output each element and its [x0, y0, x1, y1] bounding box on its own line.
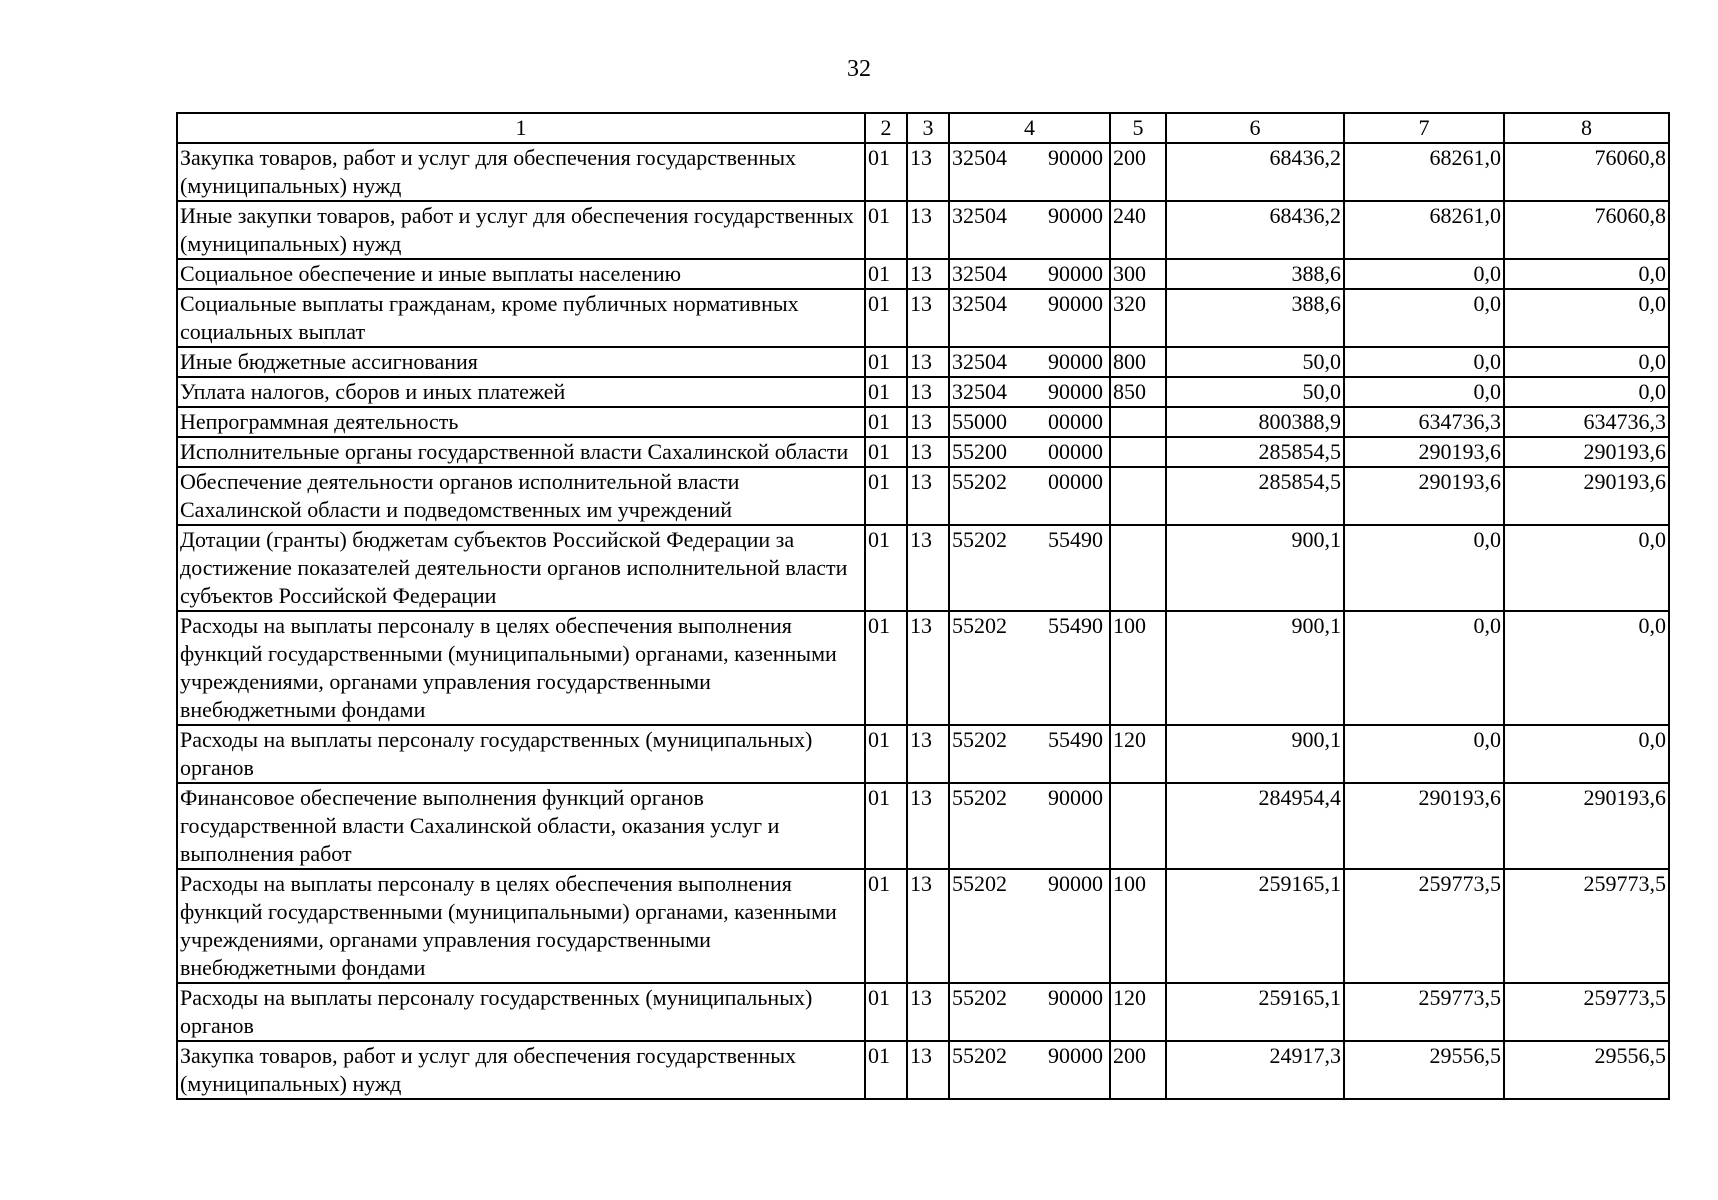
column-header: 7 — [1344, 113, 1504, 143]
row-description: Социальное обеспечение и иные выплаты населению — [177, 259, 865, 289]
subsection-code: 13 — [907, 201, 949, 259]
amount-col6: 50,0 — [1166, 377, 1344, 407]
budget-table — [176, 112, 1670, 1100]
target-article-part1: 55202 — [952, 985, 1007, 1010]
subsection-code: 13 — [907, 783, 949, 869]
amount-col6: 68436,2 — [1166, 201, 1344, 259]
row-description: Финансовое обеспечение выполнения функций органов государственной власти Сахалинской области, оказания услуг и выполнения работ — [177, 783, 865, 869]
amount-col7: 0,0 — [1344, 611, 1504, 725]
page-number: 32 — [847, 56, 871, 82]
amount-col8: 290193,6 — [1504, 437, 1669, 467]
expense-type-code: 240 — [1110, 201, 1166, 259]
table-row — [177, 725, 1669, 783]
subsection-code: 13 — [907, 467, 949, 525]
table-row — [177, 289, 1669, 347]
section-code: 01 — [865, 377, 907, 407]
target-article-part2: 55490 — [1048, 727, 1103, 752]
section-code: 01 — [865, 289, 907, 347]
amount-col6: 259165,1 — [1166, 983, 1344, 1041]
row-description: Непрограммная деятельность — [177, 407, 865, 437]
amount-col7: 68261,0 — [1344, 143, 1504, 201]
expense-type-code: 120 — [1110, 725, 1166, 783]
table-row — [177, 983, 1669, 1041]
target-article-part1: 55202 — [952, 871, 1007, 896]
column-header: 8 — [1504, 113, 1669, 143]
table-row — [177, 611, 1669, 725]
amount-col8: 0,0 — [1504, 289, 1669, 347]
table-row — [177, 143, 1669, 201]
target-article-part1: 32504 — [952, 379, 1007, 404]
target-article-part1: 32504 — [952, 145, 1007, 170]
expense-type-code: 100 — [1110, 611, 1166, 725]
section-code: 01 — [865, 783, 907, 869]
subsection-code: 13 — [907, 525, 949, 611]
target-article-part2: 90000 — [1048, 203, 1103, 228]
target-article-part2: 00000 — [1048, 439, 1103, 464]
target-article-part2: 90000 — [1048, 379, 1103, 404]
column-header: 2 — [865, 113, 907, 143]
target-article-code — [949, 201, 1110, 259]
subsection-code: 13 — [907, 259, 949, 289]
row-description: Иные закупки товаров, работ и услуг для обеспечения государственных (муниципальных) нужд — [177, 201, 865, 259]
column-header: 5 — [1110, 113, 1166, 143]
target-article-code — [949, 347, 1110, 377]
expense-type-code — [1110, 407, 1166, 437]
target-article-code — [949, 407, 1110, 437]
target-article-code — [949, 377, 1110, 407]
section-code: 01 — [865, 467, 907, 525]
target-article-code — [949, 783, 1110, 869]
amount-col7: 0,0 — [1344, 347, 1504, 377]
target-article-part2: 00000 — [1048, 409, 1103, 434]
expense-type-code: 800 — [1110, 347, 1166, 377]
amount-col8: 76060,8 — [1504, 143, 1669, 201]
section-code: 01 — [865, 347, 907, 377]
row-description: Исполнительные органы государственной власти Сахалинской области — [177, 437, 865, 467]
amount-col7: 0,0 — [1344, 259, 1504, 289]
amount-col6: 259165,1 — [1166, 869, 1344, 983]
table-row — [177, 467, 1669, 525]
amount-col6: 24917,3 — [1166, 1041, 1344, 1099]
amount-col7: 68261,0 — [1344, 201, 1504, 259]
subsection-code: 13 — [907, 347, 949, 377]
column-header: 4 — [949, 113, 1110, 143]
target-article-part2: 90000 — [1048, 261, 1103, 286]
subsection-code: 13 — [907, 1041, 949, 1099]
table-row — [177, 1041, 1669, 1099]
amount-col6: 800388,9 — [1166, 407, 1344, 437]
target-article-part1: 32504 — [952, 291, 1007, 316]
expense-type-code: 320 — [1110, 289, 1166, 347]
target-article-code — [949, 725, 1110, 783]
expense-type-code — [1110, 525, 1166, 611]
amount-col6: 284954,4 — [1166, 783, 1344, 869]
column-header: 3 — [907, 113, 949, 143]
target-article-part1: 55202 — [952, 613, 1007, 638]
section-code: 01 — [865, 869, 907, 983]
target-article-code — [949, 525, 1110, 611]
target-article-part1: 32504 — [952, 261, 1007, 286]
target-article-code — [949, 611, 1110, 725]
amount-col6: 900,1 — [1166, 525, 1344, 611]
expense-type-code: 100 — [1110, 869, 1166, 983]
section-code: 01 — [865, 983, 907, 1041]
amount-col8: 0,0 — [1504, 525, 1669, 611]
amount-col7: 290193,6 — [1344, 467, 1504, 525]
subsection-code: 13 — [907, 725, 949, 783]
row-description: Уплата налогов, сборов и иных платежей — [177, 377, 865, 407]
target-article-part1: 32504 — [952, 349, 1007, 374]
amount-col7: 0,0 — [1344, 525, 1504, 611]
target-article-part2: 00000 — [1048, 469, 1103, 494]
section-code: 01 — [865, 201, 907, 259]
subsection-code: 13 — [907, 437, 949, 467]
row-description: Иные бюджетные ассигнования — [177, 347, 865, 377]
amount-col6: 388,6 — [1166, 259, 1344, 289]
table-row — [177, 407, 1669, 437]
amount-col7: 259773,5 — [1344, 983, 1504, 1041]
target-article-part1: 55200 — [952, 439, 1007, 464]
table-row — [177, 377, 1669, 407]
amount-col8: 0,0 — [1504, 725, 1669, 783]
expense-type-code — [1110, 437, 1166, 467]
table-row — [177, 525, 1669, 611]
section-code: 01 — [865, 1041, 907, 1099]
amount-col8: 259773,5 — [1504, 869, 1669, 983]
table-row — [177, 347, 1669, 377]
column-header: 1 — [177, 113, 865, 143]
section-code: 01 — [865, 143, 907, 201]
column-header: 6 — [1166, 113, 1344, 143]
table-row — [177, 783, 1669, 869]
amount-col7: 634736,3 — [1344, 407, 1504, 437]
subsection-code: 13 — [907, 289, 949, 347]
target-article-code — [949, 467, 1110, 525]
amount-col6: 68436,2 — [1166, 143, 1344, 201]
target-article-code — [949, 1041, 1110, 1099]
amount-col7: 259773,5 — [1344, 869, 1504, 983]
target-article-part1: 55202 — [952, 727, 1007, 752]
target-article-part2: 55490 — [1048, 613, 1103, 638]
expense-type-code: 200 — [1110, 143, 1166, 201]
target-article-part2: 90000 — [1048, 1043, 1103, 1068]
target-article-code — [949, 289, 1110, 347]
target-article-part1: 55202 — [952, 1043, 1007, 1068]
row-description: Дотации (гранты) бюджетам субъектов Российской Федерации за достижение показателей деятельности органов исполнительной власти субъектов Российской Федерации — [177, 525, 865, 611]
amount-col6: 388,6 — [1166, 289, 1344, 347]
target-article-part2: 90000 — [1048, 785, 1103, 810]
amount-col6: 50,0 — [1166, 347, 1344, 377]
target-article-part2: 90000 — [1048, 145, 1103, 170]
amount-col7: 290193,6 — [1344, 783, 1504, 869]
header-row — [177, 113, 1669, 143]
amount-col6: 900,1 — [1166, 611, 1344, 725]
section-code: 01 — [865, 611, 907, 725]
target-article-part1: 55202 — [952, 527, 1007, 552]
row-description: Обеспечение деятельности органов исполнительной власти Сахалинской области и подведомственных им учреждений — [177, 467, 865, 525]
subsection-code: 13 — [907, 407, 949, 437]
expense-type-code: 120 — [1110, 983, 1166, 1041]
target-article-part2: 90000 — [1048, 871, 1103, 896]
subsection-code: 13 — [907, 143, 949, 201]
expense-type-code: 850 — [1110, 377, 1166, 407]
expense-type-code — [1110, 467, 1166, 525]
target-article-part1: 55202 — [952, 785, 1007, 810]
amount-col7: 290193,6 — [1344, 437, 1504, 467]
section-code: 01 — [865, 525, 907, 611]
target-article-code — [949, 143, 1110, 201]
section-code: 01 — [865, 259, 907, 289]
amount-col7: 0,0 — [1344, 377, 1504, 407]
row-description: Расходы на выплаты персоналу государственных (муниципальных) органов — [177, 983, 865, 1041]
row-description: Расходы на выплаты персоналу государственных (муниципальных) органов — [177, 725, 865, 783]
row-description: Расходы на выплаты персоналу в целях обеспечения выполнения функций государственными (муниципальными) органами, казенными учреждениями, органами управления государственными внебюджетными фондами — [177, 869, 865, 983]
target-article-part1: 32504 — [952, 203, 1007, 228]
table-row — [177, 201, 1669, 259]
target-article-part2: 90000 — [1048, 349, 1103, 374]
target-article-part1: 55000 — [952, 409, 1007, 434]
amount-col8: 0,0 — [1504, 259, 1669, 289]
target-article-code — [949, 437, 1110, 467]
row-description: Расходы на выплаты персоналу в целях обеспечения выполнения функций государственными (муниципальными) органами, казенными учреждениями, органами управления государственными внебюджетными фондами — [177, 611, 865, 725]
table-row — [177, 259, 1669, 289]
amount-col8: 76060,8 — [1504, 201, 1669, 259]
amount-col7: 0,0 — [1344, 289, 1504, 347]
row-description: Закупка товаров, работ и услуг для обеспечения государственных (муниципальных) нужд — [177, 1041, 865, 1099]
amount-col8: 29556,5 — [1504, 1041, 1669, 1099]
amount-col7: 29556,5 — [1344, 1041, 1504, 1099]
amount-col8: 0,0 — [1504, 347, 1669, 377]
amount-col8: 0,0 — [1504, 611, 1669, 725]
table-row — [177, 437, 1669, 467]
section-code: 01 — [865, 437, 907, 467]
target-article-part2: 90000 — [1048, 985, 1103, 1010]
subsection-code: 13 — [907, 611, 949, 725]
target-article-code — [949, 259, 1110, 289]
section-code: 01 — [865, 407, 907, 437]
amount-col8: 259773,5 — [1504, 983, 1669, 1041]
target-article-part2: 55490 — [1048, 527, 1103, 552]
row-description: Социальные выплаты гражданам, кроме публичных нормативных социальных выплат — [177, 289, 865, 347]
row-description: Закупка товаров, работ и услуг для обеспечения государственных (муниципальных) нужд — [177, 143, 865, 201]
amount-col6: 285854,5 — [1166, 467, 1344, 525]
target-article-part2: 90000 — [1048, 291, 1103, 316]
amount-col8: 290193,6 — [1504, 467, 1669, 525]
amount-col7: 0,0 — [1344, 725, 1504, 783]
subsection-code: 13 — [907, 377, 949, 407]
expense-type-code: 300 — [1110, 259, 1166, 289]
subsection-code: 13 — [907, 983, 949, 1041]
section-code: 01 — [865, 725, 907, 783]
amount-col6: 900,1 — [1166, 725, 1344, 783]
subsection-code: 13 — [907, 869, 949, 983]
expense-type-code — [1110, 783, 1166, 869]
amount-col8: 290193,6 — [1504, 783, 1669, 869]
table-row — [177, 869, 1669, 983]
target-article-code — [949, 869, 1110, 983]
amount-col8: 634736,3 — [1504, 407, 1669, 437]
target-article-code — [949, 983, 1110, 1041]
expense-type-code: 200 — [1110, 1041, 1166, 1099]
amount-col6: 285854,5 — [1166, 437, 1344, 467]
target-article-part1: 55202 — [952, 469, 1007, 494]
amount-col8: 0,0 — [1504, 377, 1669, 407]
